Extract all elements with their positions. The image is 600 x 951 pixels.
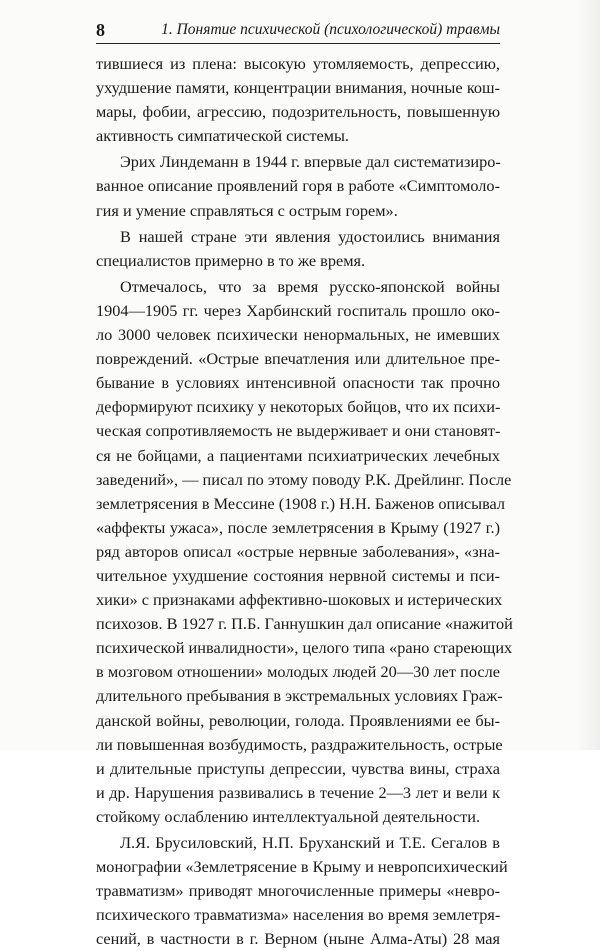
text-line: монографии «Землетрясение в Крыму и невропсихический	[96, 857, 508, 877]
text-line: бывание в условиях интенсивной опасности так прочно	[96, 373, 500, 393]
text-line: хики» с признаками аффективно-шоковых и истерических	[96, 590, 503, 610]
text-line: специалистов примерно в то же время.	[96, 250, 366, 270]
paragraph	[96, 225, 500, 273]
text-line: стойкому ослаблению интеллектуальной деятельности.	[96, 806, 481, 826]
text-line: психозов. В 1927 г. П.Б. Ганнушкин дал описание «нажитой	[96, 614, 513, 634]
text-line: деформируют психику у некоторых бойцов, что их психи-	[96, 397, 501, 417]
paragraph	[96, 52, 500, 148]
text-line: ческая сопротивляемость не выдерживает и они становят-	[96, 421, 501, 441]
text-line: травматизм» приводят многочисленные примеры «невро-	[96, 881, 500, 901]
text-line: Эрих Линдеманн в 1944 г. впервые дал систематизиро-	[120, 152, 501, 172]
text-line: чительное ухудшение состояния нервной системы и пси-	[96, 565, 500, 585]
body-text	[96, 52, 513, 951]
text-line: ло 3000 человек психически ненормальных, не имевших	[96, 325, 500, 345]
text-line: сений, в частности в г. Верном (ныне Алма-Аты) 28 мая	[96, 929, 500, 949]
text-line: тившиеся из плена: высокую утомляемость, депрессию,	[96, 54, 500, 73]
text-line: В нашей стране эти явления удостоились внимания	[120, 226, 500, 246]
text-line: заведений», — писал по этому поводу Р.К. Дрейлинг. После	[96, 469, 512, 489]
text-line: в мозговом отношении» молодых людей 20—30 лет после	[96, 662, 500, 682]
text-line: Отмечалось, что за время русско-японской войны	[120, 276, 500, 296]
header-rule	[96, 43, 500, 44]
text-line: гия и умение справляться с острым горем».	[96, 200, 398, 220]
text-line: данской войны, революции, голода. Проявлениями ее бы-	[96, 710, 500, 730]
text-line: ся не бойцами, а пациентами психиатрических лечебных	[96, 445, 500, 465]
text-line: длительного пребывания в экстремальных условиях Граж-	[96, 686, 503, 706]
text-line: ванное описание проявлений горя в работе «Симптомоло-	[96, 176, 500, 196]
page-header	[96, 19, 500, 41]
text-line: 1904—1905 гг. через Харбинский госпиталь прошло око-	[96, 300, 500, 320]
text-line: психической инвалидности», целого типа «рано стареющих	[96, 638, 513, 658]
text-line: психического травматизма» населения во время землетря-	[96, 905, 501, 925]
paragraph	[96, 150, 500, 222]
text-line: и др. Нарушения развивались в течение 2—3 лет и вели к	[96, 782, 500, 802]
page-number: 8	[96, 20, 105, 40]
text-line: активность симпатической системы.	[96, 126, 349, 146]
text-line: ли повышенная возбудимость, раздражительность, острые	[96, 734, 503, 754]
paragraph	[96, 275, 513, 829]
running-title: 1. Понятие психической (психологической) травмы	[161, 21, 500, 38]
paragraph	[96, 831, 508, 951]
text-line: землетрясения в Мессине (1908 г.) Н.Н. Баженов описывал	[96, 493, 506, 513]
text-line: и длительные приступы депрессии, чувства вины, страха	[96, 758, 500, 778]
text-line: ряд авторов описал «острые нервные заболевания», «зна-	[96, 541, 500, 561]
text-line: мары, фобии, агрессию, подозрительность, повышенную	[96, 102, 500, 122]
text-line: ухудшение памяти, концентрации внимания, ночные кош-	[96, 78, 500, 98]
text-line: Л.Я. Брусиловский, Н.П. Бруханский и Т.Е. Сегалов в	[120, 833, 500, 852]
text-line: «аффекты ужаса», после землетрясения в Крыму (1927 г.)	[96, 517, 500, 537]
text-line: повреждений. «Острые впечатления или длительное пре-	[96, 349, 500, 369]
